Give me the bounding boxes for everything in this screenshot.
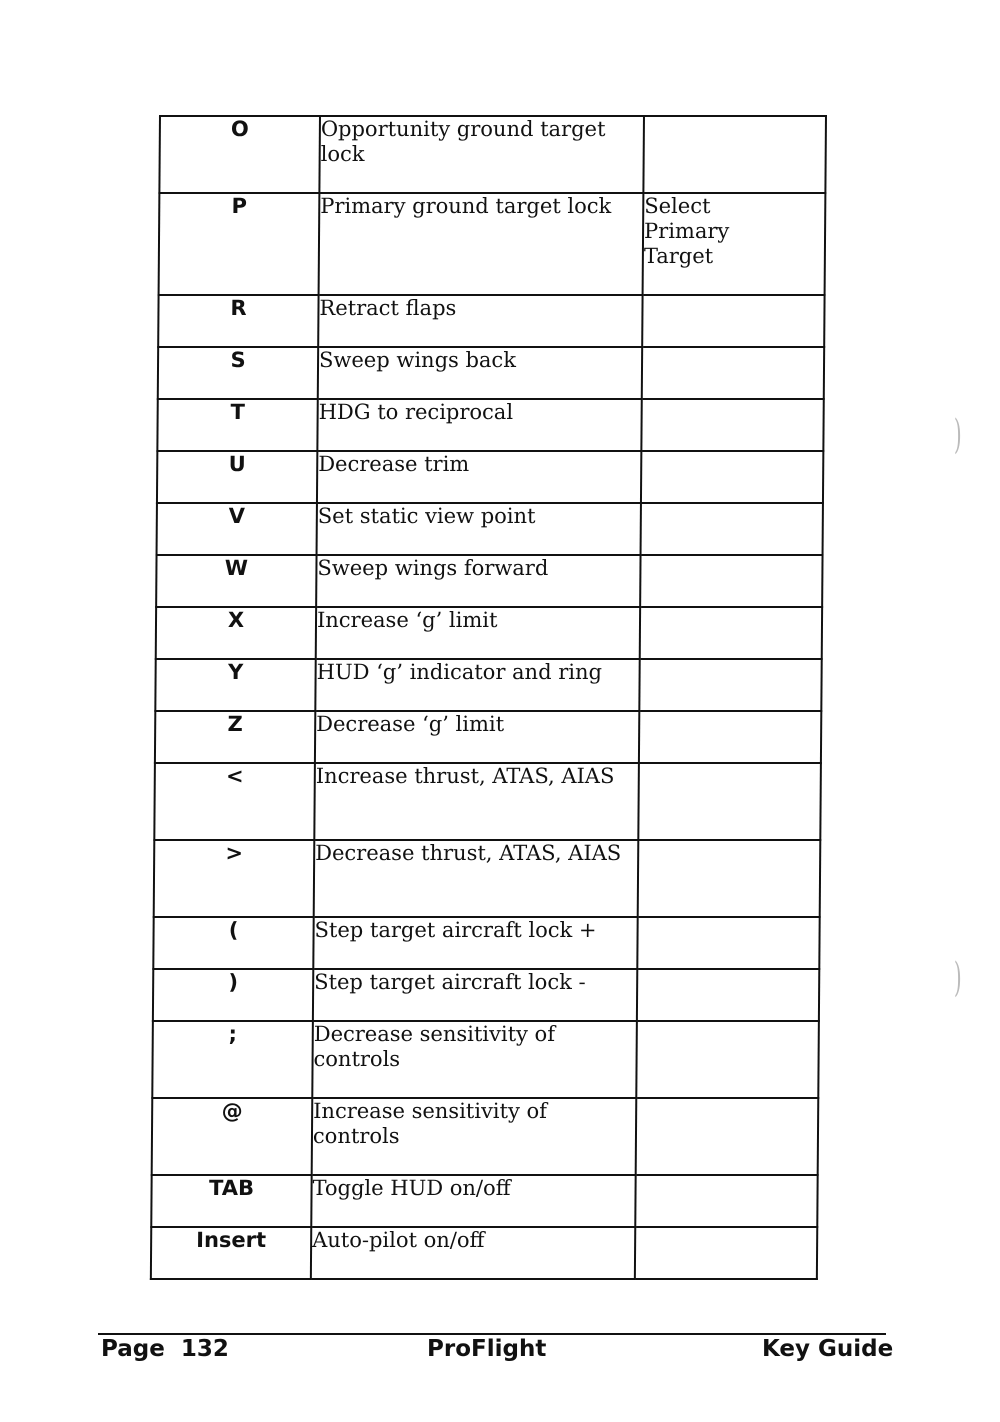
alt-cell <box>636 1021 819 1098</box>
action-cell: Opportunity ground target lock <box>319 116 644 193</box>
alt-cell <box>635 1227 817 1279</box>
alt-cell <box>637 917 819 969</box>
table-row <box>157 451 823 503</box>
alt-cell <box>643 116 826 193</box>
action-cell: HDG to reciprocal <box>317 399 641 451</box>
footer-rule <box>98 1333 886 1335</box>
table-row <box>158 295 824 347</box>
alt-cell <box>640 555 822 607</box>
alt-cell <box>642 295 824 347</box>
key-cell: @ <box>152 1098 313 1175</box>
key-cell: ( <box>153 917 313 969</box>
table-row <box>153 969 819 1021</box>
action-cell: Sweep wings forward <box>316 555 640 607</box>
action-cell: Increase ‘g’ limit <box>316 607 640 659</box>
table-row <box>158 347 824 399</box>
table-row <box>153 917 819 969</box>
alt-cell <box>638 763 821 840</box>
key-cell: Z <box>155 711 315 763</box>
key-cell: R <box>158 295 318 347</box>
table-row <box>156 555 822 607</box>
table-row <box>154 763 821 840</box>
action-cell: Decrease ‘g’ limit <box>315 711 639 763</box>
table-row <box>152 1021 819 1098</box>
action-cell: Set static view point <box>317 503 641 555</box>
action-cell: Decrease thrust, ATAS, AIAS <box>314 840 639 917</box>
table-row <box>159 116 826 193</box>
table-row <box>157 503 823 555</box>
key-cell: > <box>154 840 315 917</box>
alt-cell <box>638 840 821 917</box>
action-cell: Increase sensitivity of controls <box>312 1098 637 1175</box>
action-cell: Decrease trim <box>317 451 641 503</box>
table-row <box>157 399 823 451</box>
table-row <box>155 659 821 711</box>
table-row <box>156 607 822 659</box>
page-number: Page 132 <box>101 1336 229 1362</box>
alt-cell <box>639 711 821 763</box>
key-cell: X <box>156 607 316 659</box>
table-row <box>152 1098 819 1175</box>
key-cell: P <box>159 193 320 295</box>
action-cell: Decrease sensitivity of controls <box>312 1021 637 1098</box>
key-cell: TAB <box>151 1175 311 1227</box>
alt-cell <box>641 451 823 503</box>
key-cell: U <box>157 451 317 503</box>
alt-cell <box>635 1175 817 1227</box>
action-cell: Auto-pilot on/off <box>311 1227 635 1279</box>
action-cell: Step target aircraft lock + <box>313 917 637 969</box>
action-cell: Sweep wings back <box>318 347 642 399</box>
alt-cell <box>639 659 821 711</box>
key-cell: Y <box>155 659 315 711</box>
key-cell: ; <box>152 1021 313 1098</box>
alt-cell <box>642 347 824 399</box>
alt-cell: Select Primary Target <box>643 193 826 295</box>
key-cell: W <box>156 555 316 607</box>
key-cell: V <box>157 503 317 555</box>
table-row <box>159 193 826 295</box>
binder-hole-mark: ) <box>953 412 962 458</box>
key-cell: Insert <box>151 1227 311 1279</box>
table-row <box>151 1175 817 1227</box>
action-cell: HUD ‘g’ indicator and ring <box>315 659 639 711</box>
key-cell: ) <box>153 969 313 1021</box>
section-title: Key Guide <box>762 1336 894 1362</box>
key-guide-table <box>150 115 827 1280</box>
table-row <box>155 711 821 763</box>
alt-cell <box>636 1098 819 1175</box>
key-cell: T <box>157 399 317 451</box>
table-row <box>151 1227 817 1279</box>
action-cell: Retract flaps <box>318 295 642 347</box>
action-cell: Increase thrust, ATAS, AIAS <box>314 763 639 840</box>
book-title: ProFlight <box>427 1336 547 1362</box>
action-cell: Primary ground target lock <box>319 193 644 295</box>
table-row <box>154 840 821 917</box>
action-cell: Step target aircraft lock - <box>313 969 637 1021</box>
key-cell: < <box>154 763 315 840</box>
alt-cell <box>637 969 819 1021</box>
alt-cell <box>641 399 823 451</box>
key-cell: O <box>159 116 320 193</box>
action-cell: Toggle HUD on/off <box>311 1175 635 1227</box>
alt-cell <box>640 607 822 659</box>
alt-cell <box>641 503 823 555</box>
key-cell: S <box>158 347 318 399</box>
binder-hole-mark: ) <box>953 955 962 1001</box>
